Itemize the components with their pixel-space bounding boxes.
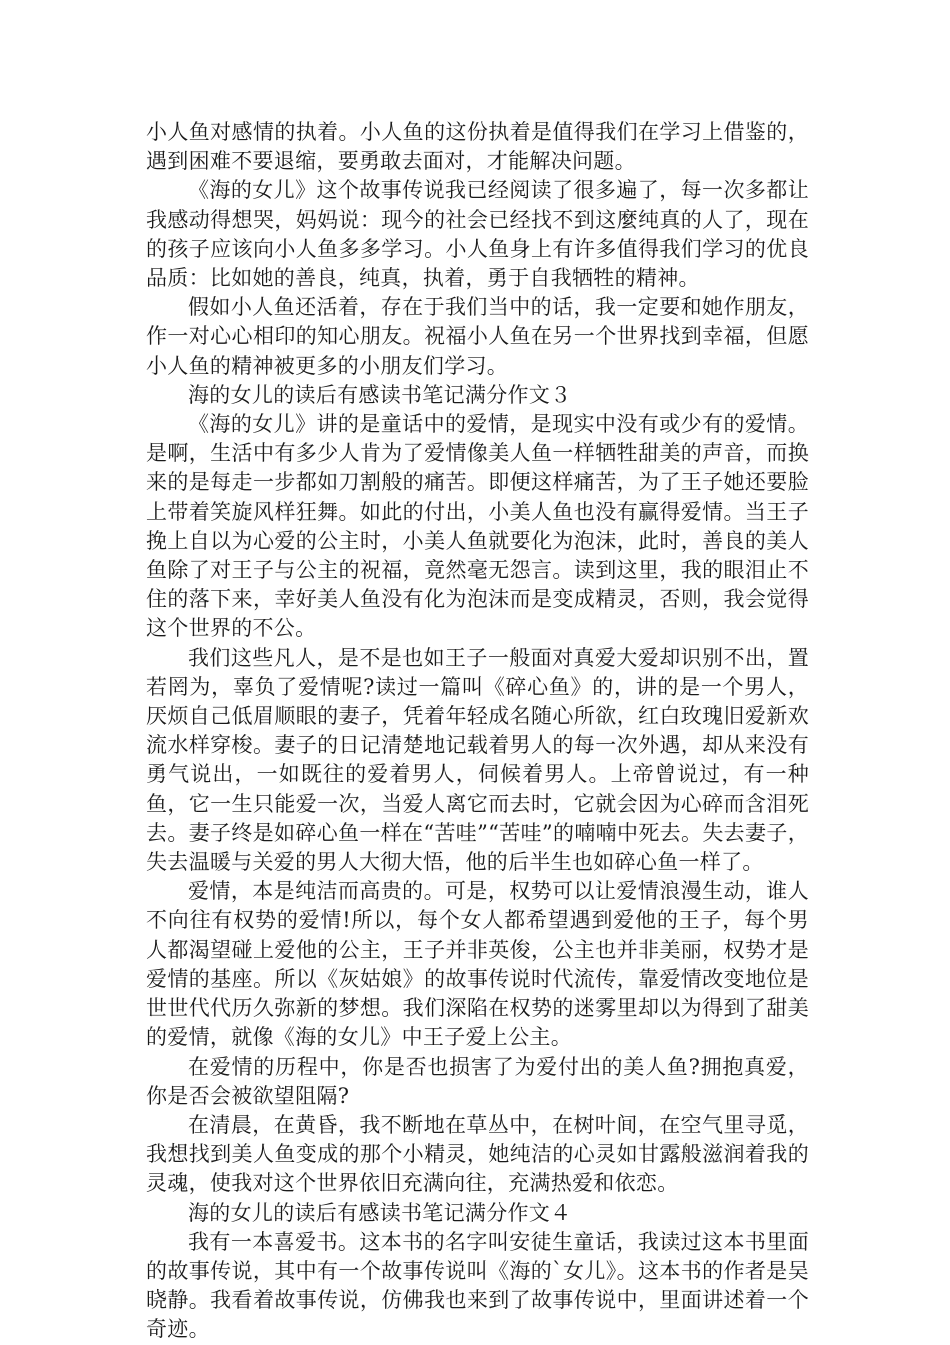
paragraph: 爱情，本是纯洁而高贵的。可是，权势可以让爱情浪漫生动，谁人不向往有权势的爱情!所以，每个女人都希望遇到爱他的王子，每个男人都渴望碰上爱他的公主，王子并非英俊，公主也并非美丽，权势才是爱情的基座。所以《灰姑娘》的故事传说时代流传，靠爱情改变地位是世世代代历久弥新的梦想。我们深陷在权势的迷雾里却以为得到了甜美的爱情，就像《海的女儿》中王子爱上公主。 xyxy=(146,879,809,1050)
paragraph: 《海的女儿》这个故事传说我已经阅读了很多遍了，每一次多都让我感动得想哭，妈妈说：现今的社会已经找不到这麼纯真的人了，现在的孩子应该向小人鱼多多学习。小人鱼身上有许多值得我们学习的优良品质：比如她的善良，纯真，执着，勇于自我牺牲的精神。 xyxy=(146,178,809,291)
paragraph: 我有一本喜爱书。这本书的名字叫安徒生童话，我读过这本书里面的故事传说，其中有一个故事传说叫《海的`女儿》。这本书的作者是吴晓静。我看着故事传说，仿佛我也来到了故事传说中，里面讲述着一个奇迹。 xyxy=(146,1229,809,1342)
paragraph: 小人鱼对感情的执着。小人鱼的这份执着是值得我们在学习上借鉴的，遇到困难不要退缩，要勇敢去面对，才能解决问题。 xyxy=(146,120,809,174)
paragraph: 假如小人鱼还活着，存在于我们当中的话，我一定要和她作朋友，作一对心心相印的知心朋友。祝福小人鱼在另一个世界找到幸福，但愿小人鱼的精神被更多的小朋友们学习。 xyxy=(146,295,809,378)
paragraph: 《海的女儿》讲的是童话中的爱情，是现实中没有或少有的爱情。是啊，生活中有多少人肯为了爱情像美人鱼一样牺牲甜美的声音，而换来的是每走一步都如刀割般的痛苦。即便这样痛苦，为了王子她还要脸上带着笑旋风样狂舞。如此的付出，小美人鱼也没有赢得爱情。当王子挽上自以为心爱的公主时，小美人鱼就要化为泡沫，此时，善良的美人鱼除了对王子与公主的祝福，竟然毫无怨言。读到这里，我的眼泪止不住的落下来，幸好美人鱼没有化为泡沫而是变成精灵，否则，我会觉得这个世界的不公。 xyxy=(146,412,809,641)
document-body xyxy=(146,118,809,1345)
paragraph: 在清晨，在黄昏，我不断地在草丛中，在树叶间，在空气里寻觅，我想找到美人鱼变成的那个小精灵，她纯洁的心灵如甘露般滋润着我的灵魂，使我对这个世界依旧充满向往，充满热爱和依恋。 xyxy=(146,1112,809,1196)
paragraph: 在爱情的历程中，你是否也损害了为爱付出的美人鱼?拥抱真爱，你是否会被欲望阻隔? xyxy=(146,1054,809,1108)
section-heading: 海的女儿的读后有感读书笔记满分作文４ xyxy=(188,1200,572,1225)
section-heading: 海的女儿的读后有感读书笔记满分作文３ xyxy=(188,382,572,407)
paragraph: 我们这些凡人，是不是也如王子一般面对真爱大爱却识别不出，置若罔为，辜负了爱情呢?读过一篇叫《碎心鱼》的，讲的是一个男人，厌烦自己低眉顺眼的妻子，凭着年轻成名随心所欲，红白玫瑰旧爱新欢流水样穿梭。妻子的日记清楚地记载着男人的每一次外遇，却从来没有勇气说出，一如既往的爱着男人，伺候着男人。上帝曾说过，有一种鱼，它一生只能爱一次，当爱人离它而去时，它就会因为心碎而含泪死去。妻子终是如碎心鱼一样在“苦哇”“苦哇”的喃喃中死去。失去妻子，失去温暖与关爱的男人大彻大悟，他的后半生也如碎心鱼一样了。 xyxy=(146,645,809,875)
